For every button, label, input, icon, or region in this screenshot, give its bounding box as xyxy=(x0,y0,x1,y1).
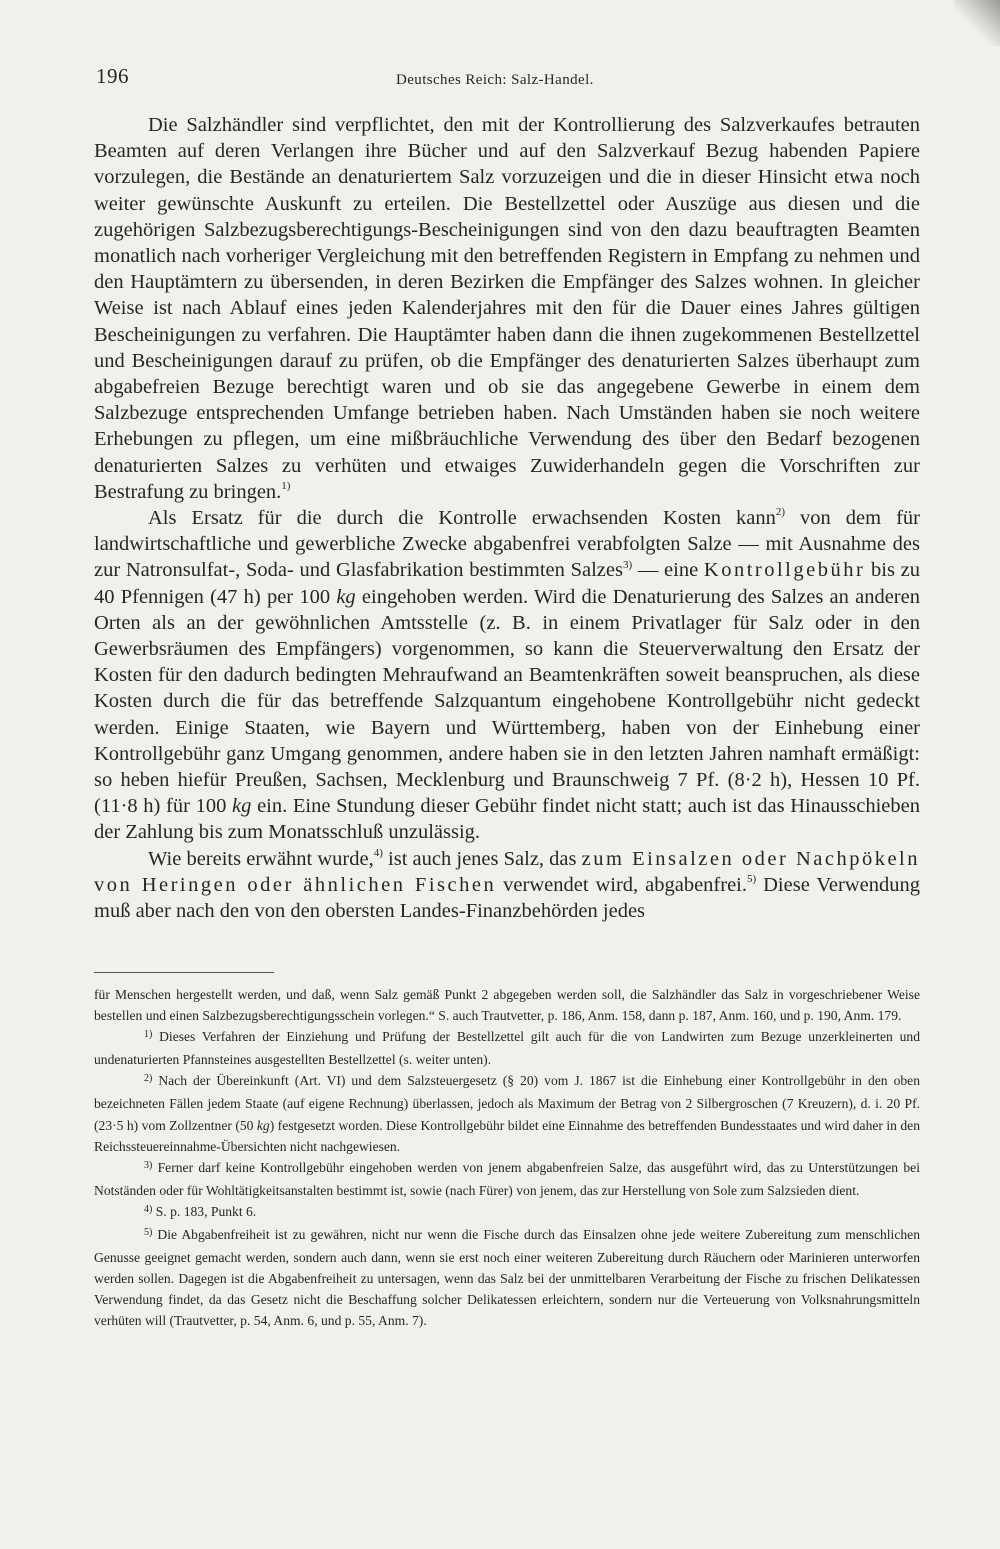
paragraph-text: ein. Eine Stundung dieser Gebühr findet nicht statt; auch ist das Hinausschieben der Zahlung bis zum Monatsschluß unzulässig. xyxy=(94,795,921,844)
footnote-text: Dieses Verfahren der Einziehung und Prüfung der Bestellzettel gilt auch für die von Landwirten zum Bezuge unzerkleinerten und undenaturierten Pfannsteines ausgestellten Bestellzettel (s. weiter unten). xyxy=(94,1029,920,1068)
paragraph-text: Als Ersatz für die durch die Kontrolle erwachsenden Kosten kann xyxy=(148,507,776,530)
paragraph-text: ist auch jenes Salz, das xyxy=(382,847,582,870)
footnote-number: 4) xyxy=(144,1203,153,1215)
main-text xyxy=(94,112,920,924)
paragraph-text: Die Salzhändler sind verpflichtet, den mit der Kontrollierung des Salzverkaufes betrauten Beamten auf deren Verlangen ihre Bücher und auf den Salzverkauf Bezug habenden Papiere vorzulegen, die Bestände an denaturiertem Salz vorzuzeigen und die in dieser Hinsicht etwa noch weiter gewünschte Auskunft zu erteilen. Die Bestellzettel oder Auszüge aus diesen und die zugehörigen Salzbezugsberechtigungs-Bescheinigungen sind von den dazu beauftragten Beamten monatlich nach vorheriger Vergleichung mit den betreffenden Registern in Empfang zu nehmen und den Hauptämtern zu übersenden, in deren Bezirken die Empfänger des Salzes wohnen. In gleicher Weise ist nach Ablauf eines jeden Kalenderjahres mit den für die Dauer eines Jahres gültigen Bescheinigungen zu verfahren. Die Hauptämter haben dann die ihnen zugekommenen Bestellzettel und Bescheinigungen darauf zu prüfen, ob die Empfänger des denaturierten Salzes überhaupt zum abgabefreien Bezuge berechtigt waren und ob sie das angegebene Gewerbe in einem dem Salzbezuge entsprechenden Umfange betrieben haben. Nach Umständen haben sie noch weitere Erhebungen zu pflegen, um eine mißbräuchliche Verwendung des über den Bedarf bezogenen denaturierten Salzes zu verhüten und etwaiges Zuwiderhandeln gegen die Vorschriften zur Bestrafung zu bringen. xyxy=(94,114,920,503)
footnote-2 xyxy=(94,1070,920,1156)
paragraph-text: Diese Verwendung muß aber nach den von den obersten Landes-Finanzbehörden jedes xyxy=(94,873,920,923)
footnotes xyxy=(94,984,920,1332)
paragraph-text: Wie bereits erwähnt wurde, xyxy=(148,847,374,870)
footnote-number: 2) xyxy=(144,1073,153,1085)
footnote-divider xyxy=(94,972,274,973)
footnote-number: 1) xyxy=(144,1029,153,1041)
footnote-3 xyxy=(94,1157,920,1201)
footnote-4 xyxy=(94,1201,920,1224)
unit-kg: kg xyxy=(232,795,252,818)
paragraph-text: — eine xyxy=(632,559,704,582)
unit-kg: kg xyxy=(256,1117,270,1133)
spaced-emphasis: Kontrollgebühr xyxy=(703,559,866,582)
paragraph-salt-dealers xyxy=(94,112,920,505)
unit-kg: kg xyxy=(336,585,356,608)
footnote-1 xyxy=(94,1026,920,1070)
footnote-text: Ferner darf keine Kontrollgebühr eingehoben werden von jenem abgabenfreien Salze, das ausgeführt wird, das zu Unterstützungen bei Notständen oder für Wohltätigkeitsanstalten bestimmt ist, sowie (nach Fürer) von jenem, das zur Herstellung von Sole zum Salzsieden dient. xyxy=(94,1159,920,1198)
running-title: Deutsches Reich: Salz-Handel. xyxy=(396,72,594,88)
footnote-text: Nach der Übereinkunft (Art. VI) und dem Salzsteuergesetz (§ 20) vom J. 1867 ist die Einhebung einer Kontrollgebühr in den oben bezeichneten Fällen jedem Staate (auf eigene Rechnung) überlassen, jedoch als Maximum der Betrag von 2 Silbergroschen (7 Kreuzern), d. i. 20 Pf. (23·5 h) vom Zollzentner (50 xyxy=(94,1073,920,1133)
paragraph-text: eingehoben werden. Wird die Denaturierung des Salzes an anderen Orten als an der gewöhnlichen Amtsstelle (z. B. in einem Privatlager für Salz oder in den Gewerbsräumen des Empfängers) vorgenommen, so kann die Steuerverwaltung den Ersatz der Kosten für den dadurch bedingten Mehraufwand an Beamtenkräften soweit beanspruchen, als diese Kosten durch die für das betreffende Salzquantum eingehobene Kontrollgebühr nicht gedeckt werden. Einige Staaten, wie Bayern und Württemberg, haben von der Einhebung einer Kontrollgebühr ganz Umgang genommen, andere haben sie in den letzten Jahren namhaft ermäßigt: so heben hiefür Preußen, Sachsen, Mecklenburg und Braunschweig 7 Pf. (8·2 h), Hessen 10 Pf. (11·8 h) für 100 xyxy=(94,585,920,818)
footnote-ref: 2) xyxy=(775,506,786,519)
footnote-text: Die Abgabenfreiheit ist zu gewähren, nicht nur wenn die Fische durch das Einsalzen ohne jede weitere Zubereitung zum menschlichen Genusse geeignet gemacht werden, sondern auch dann, wenn sie erst noch einer weiteren Zubereitung durch Räuchern oder Marinieren unterworfen werden sollen. Dagegen ist die Abgabenfreiheit zu untersagen, wenn das Salz bei der unmittelbaren Verarbeitung der Fische zu frischen Delikatessen Verwendung findet, da das Gesetz nicht die Beschaffung solcher Delikatessen erleichtern, sondern nur die Verteuerung von Volksnahrungsmitteln verhüten will (Trautvetter, p. 54, Anm. 6, und p. 55, Anm. 7). xyxy=(94,1227,920,1329)
page-corner-fold xyxy=(954,0,1000,46)
footnote-ref: 1) xyxy=(281,480,291,493)
footnote-5 xyxy=(94,1224,920,1331)
page-number: 196 xyxy=(96,64,129,88)
spaced-emphasis: zum Einsalzen oder Nachpökeln von Heringen oder ähnlichen Fischen xyxy=(94,847,920,896)
footnote-number: 5) xyxy=(144,1227,153,1239)
footnote-ref: 5) xyxy=(747,873,757,886)
footnote-continuation: für Menschen hergestellt werden, und daß, wenn Salz gemäß Punkt 2 abgegeben werden soll, die Salzhändler das Salz in vorgeschriebener Weise bestellen und einen Salzbezugsberechtigungsschein vorlegen.“ S. auch Trautvetter, p. 186, Anm. 158, dann p. 187, Anm. 160, und p. 190, Anm. 179. xyxy=(94,987,920,1024)
paragraph-text: von dem für landwirtschaftliche und gewerbliche Zwecke abgabenfrei verabfolgten Salze — mit Ausnahme des zur Natronsulfat-, Soda- und Glasfabrikation bestimmten Salzes xyxy=(94,507,920,582)
paragraph-control-fee xyxy=(94,505,920,846)
footnote-ref: 3) xyxy=(622,558,633,571)
paragraph-text: bis zu 40 Pfennigen (47 h) per 100 xyxy=(94,559,920,608)
paragraph-text: verwendet wird, abgabenfrei. xyxy=(496,873,747,896)
footnote-number: 3) xyxy=(144,1159,153,1171)
footnote-text: S. p. 183, Punkt 6. xyxy=(152,1203,257,1219)
footnote-ref: 4) xyxy=(373,846,383,859)
paragraph-herring-salt xyxy=(94,846,920,925)
page-header xyxy=(96,62,920,96)
footnote-text: ) festgesetzt worden. Diese Kontrollgebühr bildet eine Einnahme des betreffenden Bundesstaates und wird daher in den Reichssteuereinnahme-Übersichten nicht nachgewiesen. xyxy=(94,1117,921,1154)
